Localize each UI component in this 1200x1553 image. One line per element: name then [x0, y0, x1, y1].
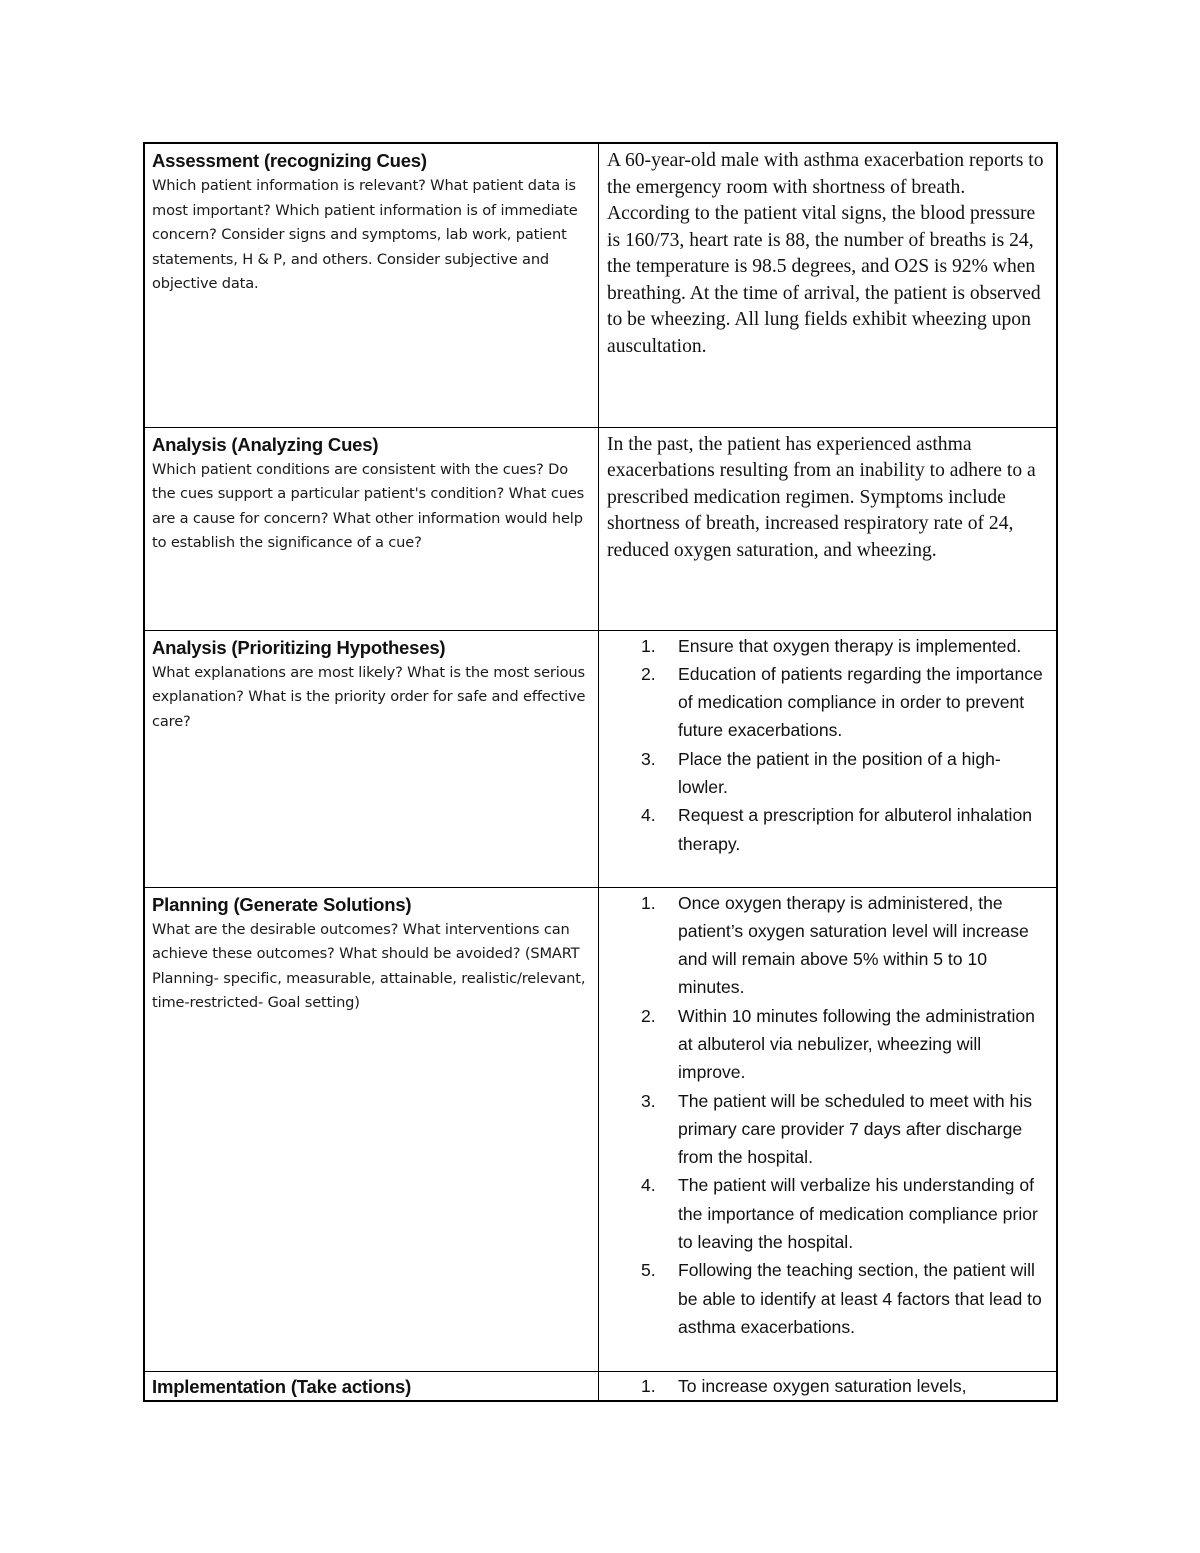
list-number: 1. — [641, 635, 656, 656]
list-item — [599, 1171, 1046, 1256]
list-number: 2. — [641, 663, 656, 684]
implementation-question-cell — [144, 1371, 599, 1401]
list-item — [599, 660, 1046, 745]
list-item-text: Once oxygen therapy is administered, the patient’s oxygen saturation level will increase and will remain above 5% within 5 to 10 minutes. — [678, 892, 1029, 998]
table-row-implementation — [144, 1371, 1057, 1401]
assessment-response: A 60-year-old male with asthma exacerbation reports to the emergency room with shortness of breath. According to the patient vital signs, the blood pressure is 160/73, heart rate is 88, the number of breaths is 24, the temperature is 98.5 degrees, and O2S is 92% when breathing. At the time of arrival, the patient is observed to be wheezing. All lung fields exhibit wheezing upon auscultation. — [607, 150, 1044, 357]
list-number: 3. — [641, 748, 656, 769]
assessment-question-cell — [144, 143, 599, 427]
prioritizing-question-cell — [144, 630, 599, 887]
analyzing-cues-question-cell — [144, 427, 599, 630]
assessment-heading: Assessment (recognizing Cues) — [152, 150, 427, 171]
planning-list — [599, 888, 1056, 1342]
list-number: 4. — [641, 805, 656, 826]
assessment-prompt: Which patient information is relevant? What patient data is most important? Which patient information is of immediate concern? Consider signs and symptoms, lab work, patient statements, H & P, and others. Consider subjective and objective data. — [152, 177, 578, 292]
list-item — [599, 1087, 1046, 1172]
analyzing-cues-answer-cell — [599, 427, 1058, 630]
list-item — [599, 745, 1046, 802]
list-number: 5. — [641, 1260, 656, 1281]
list-item — [599, 889, 1046, 1002]
planning-question-cell — [144, 887, 599, 1371]
list-item-text: Place the patient in the position of a high-lowler. — [678, 748, 1001, 797]
list-item — [599, 1002, 1046, 1087]
list-item-text: Following the teaching section, the patient will be able to identify at least 4 factors that lead to asthma exacerbations. — [678, 1260, 1042, 1337]
list-item-text: To increase oxygen saturation levels, — [678, 1375, 967, 1396]
prioritizing-list — [599, 631, 1056, 858]
analyzing-cues-prompt: Which patient conditions are consistent with the cues? Do the cues support a particular patient's condition? What cues are a cause for concern? What other information would help to establish the significance of a cue? — [152, 460, 585, 551]
list-number: 3. — [641, 1090, 656, 1111]
prioritizing-prompt: What explanations are most likely? What is the most serious explanation? What is the priority order for safe and effective care? — [152, 663, 586, 730]
table-row-prioritizing-hypotheses — [144, 630, 1057, 887]
planning-prompt: What are the desirable outcomes? What interventions can achieve these outcomes? What should be avoided? (SMART Planning- specific, measurable, attainable, realistic/relevant, time-restricted- Goal setting) — [152, 920, 586, 1011]
planning-heading: Planning (Generate Solutions) — [152, 893, 412, 915]
list-number: 1. — [641, 1375, 656, 1396]
prioritizing-answer-cell — [599, 630, 1058, 887]
assessment-answer-cell — [599, 143, 1058, 427]
list-item — [599, 1372, 1046, 1400]
table-row-analyzing-cues — [144, 427, 1057, 630]
list-item-text: Ensure that oxygen therapy is implemented. — [678, 635, 1022, 656]
clinical-judgment-table — [143, 142, 1058, 1402]
table-row-assessment — [144, 143, 1057, 427]
list-item-text: Education of patients regarding the importance of medication compliance in order to prevent future exacerbations. — [678, 663, 1043, 741]
list-item-text: Within 10 minutes following the administration at albuterol via nebulizer, wheezing will improve. — [678, 1005, 1035, 1083]
table-row-planning — [144, 887, 1057, 1371]
planning-answer-cell — [599, 887, 1058, 1371]
list-number: 1. — [641, 892, 656, 913]
analyzing-cues-heading: Analysis (Analyzing Cues) — [152, 433, 379, 455]
analyzing-cues-response: In the past, the patient has experienced asthma exacerbations resulting from an inability to adhere to a prescribed medication regimen. Symptoms include shortness of breath, increased respiratory rate of 24, reduced oxygen saturation, and wheezing. — [607, 433, 1036, 561]
list-item — [599, 801, 1046, 858]
implementation-heading: Implementation (Take actions) — [152, 1375, 412, 1397]
list-item-text: The patient will be scheduled to meet with his primary care provider 7 days after discharge from the hospital. — [678, 1090, 1033, 1168]
prioritizing-heading: Analysis (Prioritizing Hypotheses) — [152, 636, 446, 658]
implementation-answer-cell — [599, 1371, 1058, 1401]
list-item-text: Request a prescription for albuterol inhalation therapy. — [678, 805, 1033, 854]
list-number: 2. — [641, 1005, 656, 1026]
list-item — [599, 632, 1046, 660]
list-item — [599, 1256, 1046, 1341]
implementation-list — [599, 1372, 1056, 1400]
list-number: 4. — [641, 1175, 656, 1196]
list-item-text: The patient will verbalize his understanding of the importance of medication compliance prior to leaving the hospital. — [678, 1175, 1038, 1253]
